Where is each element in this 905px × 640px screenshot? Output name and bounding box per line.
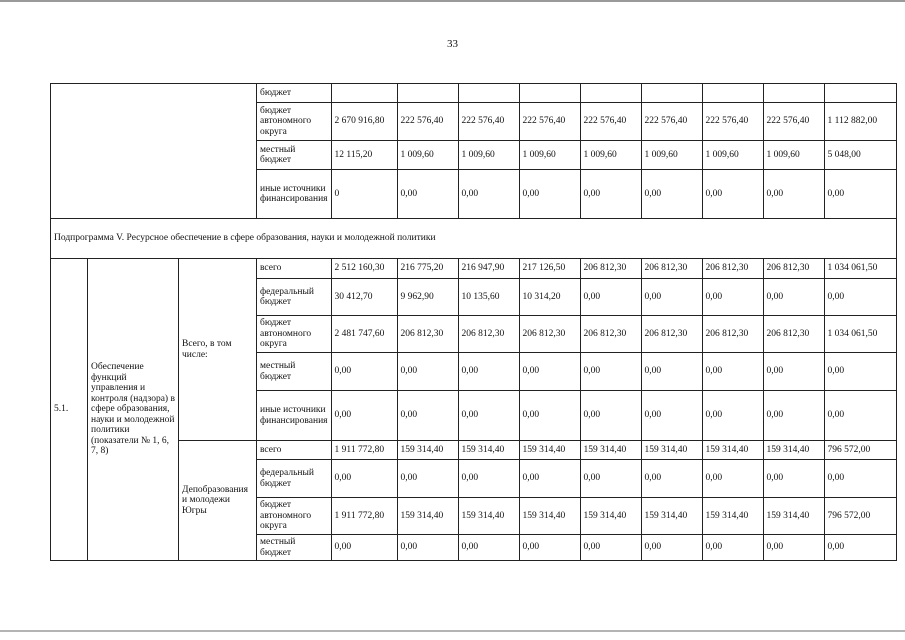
value-cell: 9 962,90: [397, 279, 458, 316]
value-cell: 0,00: [458, 353, 519, 391]
source-cell: бюджет: [257, 84, 332, 103]
value-cell: 0,00: [641, 391, 702, 441]
value-cell: 0,00: [519, 460, 580, 498]
value-cell: 159 314,40: [519, 441, 580, 460]
value-cell: [331, 84, 397, 103]
value-cell: 1 009,60: [519, 141, 580, 170]
value-cell: 2 512 160,30: [331, 259, 397, 279]
value-cell: 2 670 916,80: [331, 103, 397, 141]
value-cell: 216 775,20: [397, 259, 458, 279]
value-cell: 0,00: [702, 460, 763, 498]
subprogram-title: Подпрограмма V. Ресурсное обеспечение в сфере образования, науки и молодежной политики: [51, 219, 897, 259]
source-cell: бюджет автономного округа: [257, 498, 332, 535]
value-cell: 1 911 772,80: [331, 498, 397, 535]
value-cell: 0,00: [763, 279, 824, 316]
table-row: [51, 259, 897, 279]
responsible-cell: Всего, в том числе:: [179, 259, 257, 441]
value-cell: 159 314,40: [397, 498, 458, 535]
source-cell: местный бюджет: [257, 141, 332, 170]
value-cell: 222 576,40: [458, 103, 519, 141]
value-cell: 0,00: [331, 391, 397, 441]
value-cell: 5 048,00: [824, 141, 896, 170]
source-cell: всего: [257, 441, 332, 460]
value-cell: 0,00: [702, 353, 763, 391]
continued-empty-cell: [51, 84, 257, 219]
value-cell: 0,00: [331, 353, 397, 391]
value-cell: 0,00: [580, 460, 641, 498]
value-cell: 0,00: [641, 279, 702, 316]
source-cell: федеральный бюджет: [257, 279, 332, 316]
value-cell: 0,00: [331, 460, 397, 498]
value-cell: 222 576,40: [580, 103, 641, 141]
value-cell: 159 314,40: [580, 498, 641, 535]
value-cell: 206 812,30: [580, 316, 641, 353]
value-cell: 206 812,30: [397, 316, 458, 353]
value-cell: 0,00: [702, 391, 763, 441]
value-cell: 159 314,40: [519, 498, 580, 535]
value-cell: 206 812,30: [641, 316, 702, 353]
responsible-cell: Депобразования и молодежи Югры: [179, 441, 257, 561]
value-cell: [580, 84, 641, 103]
value-cell: 216 947,90: [458, 259, 519, 279]
value-cell: 222 576,40: [397, 103, 458, 141]
value-cell: 0,00: [580, 353, 641, 391]
table-row: [51, 84, 897, 103]
budget-table: [50, 83, 897, 561]
source-cell: иные источники финансирования: [257, 391, 332, 441]
value-cell: 0,00: [458, 535, 519, 561]
value-cell: 0,00: [458, 460, 519, 498]
value-cell: 0,00: [763, 170, 824, 219]
value-cell: 0,00: [519, 353, 580, 391]
source-cell: всего: [257, 259, 332, 279]
value-cell: 159 314,40: [580, 441, 641, 460]
value-cell: 0,00: [824, 353, 896, 391]
value-cell: 159 314,40: [763, 498, 824, 535]
value-cell: 1 009,60: [580, 141, 641, 170]
value-cell: 1 009,60: [641, 141, 702, 170]
value-cell: [641, 84, 702, 103]
value-cell: 0,00: [824, 460, 896, 498]
item-code: 5.1.: [51, 259, 88, 561]
value-cell: 159 314,40: [702, 498, 763, 535]
value-cell: 0,00: [397, 353, 458, 391]
value-cell: 0,00: [519, 391, 580, 441]
value-cell: [824, 84, 896, 103]
value-cell: 0,00: [331, 535, 397, 561]
value-cell: 0,00: [519, 170, 580, 219]
source-cell: местный бюджет: [257, 535, 332, 561]
value-cell: 0,00: [397, 535, 458, 561]
scan-edge-top: [0, 0, 905, 2]
value-cell: 0,00: [397, 460, 458, 498]
value-cell: 2 481 747,60: [331, 316, 397, 353]
value-cell: 206 812,30: [641, 259, 702, 279]
value-cell: 0,00: [824, 535, 896, 561]
page-number: 33: [447, 38, 458, 50]
value-cell: 0,00: [702, 170, 763, 219]
value-cell: 0,00: [580, 170, 641, 219]
value-cell: 1 009,60: [397, 141, 458, 170]
value-cell: 0,00: [641, 460, 702, 498]
value-cell: 0,00: [702, 279, 763, 316]
source-cell: федеральный бюджет: [257, 460, 332, 498]
source-cell: иные источники финансирования: [257, 170, 332, 219]
value-cell: 30 412,70: [331, 279, 397, 316]
value-cell: 1 009,60: [763, 141, 824, 170]
value-cell: 0,00: [763, 460, 824, 498]
value-cell: 1 009,60: [702, 141, 763, 170]
value-cell: 796 572,00: [824, 441, 896, 460]
value-cell: 159 314,40: [702, 441, 763, 460]
value-cell: 0,00: [824, 391, 896, 441]
subprogram-row: [51, 219, 897, 259]
value-cell: 159 314,40: [641, 441, 702, 460]
source-cell: бюджет автономного округа: [257, 103, 332, 141]
value-cell: 206 812,30: [458, 316, 519, 353]
value-cell: 206 812,30: [580, 259, 641, 279]
value-cell: 0,00: [763, 535, 824, 561]
value-cell: 0,00: [824, 170, 896, 219]
source-cell: местный бюджет: [257, 353, 332, 391]
value-cell: 0,00: [397, 170, 458, 219]
scan-edge-bottom: [0, 630, 905, 632]
value-cell: [763, 84, 824, 103]
value-cell: 206 812,30: [763, 259, 824, 279]
value-cell: 1 112 882,00: [824, 103, 896, 141]
value-cell: [702, 84, 763, 103]
source-cell: бюджет автономного округа: [257, 316, 332, 353]
value-cell: [397, 84, 458, 103]
value-cell: 10 314,20: [519, 279, 580, 316]
value-cell: [458, 84, 519, 103]
value-cell: 0,00: [397, 391, 458, 441]
value-cell: 159 314,40: [641, 498, 702, 535]
value-cell: 0,00: [763, 353, 824, 391]
value-cell: 159 314,40: [763, 441, 824, 460]
value-cell: 0,00: [641, 353, 702, 391]
value-cell: 159 314,40: [458, 441, 519, 460]
value-cell: 0,00: [458, 391, 519, 441]
value-cell: 0,00: [519, 535, 580, 561]
value-cell: 1 911 772,80: [331, 441, 397, 460]
value-cell: 0,00: [580, 279, 641, 316]
value-cell: 1 034 061,50: [824, 316, 896, 353]
value-cell: 206 812,30: [519, 316, 580, 353]
value-cell: 222 576,40: [763, 103, 824, 141]
value-cell: 159 314,40: [458, 498, 519, 535]
value-cell: 0: [331, 170, 397, 219]
value-cell: 206 812,30: [702, 259, 763, 279]
item-name: Обеспечение функций управления и контроля (надзора) в сфере образования, науки и молодежной политики (показатели № 1, 6, 7, 8): [88, 259, 179, 561]
value-cell: 206 812,30: [702, 316, 763, 353]
value-cell: 206 812,30: [763, 316, 824, 353]
value-cell: 0,00: [458, 170, 519, 219]
value-cell: 10 135,60: [458, 279, 519, 316]
value-cell: 222 576,40: [702, 103, 763, 141]
value-cell: [519, 84, 580, 103]
value-cell: 222 576,40: [641, 103, 702, 141]
value-cell: 0,00: [580, 535, 641, 561]
value-cell: 222 576,40: [519, 103, 580, 141]
value-cell: 159 314,40: [397, 441, 458, 460]
value-cell: 12 115,20: [331, 141, 397, 170]
value-cell: 0,00: [702, 535, 763, 561]
value-cell: 217 126,50: [519, 259, 580, 279]
value-cell: 1 009,60: [458, 141, 519, 170]
value-cell: 0,00: [580, 391, 641, 441]
value-cell: 796 572,00: [824, 498, 896, 535]
value-cell: 0,00: [824, 279, 896, 316]
value-cell: 0,00: [641, 170, 702, 219]
value-cell: 0,00: [763, 391, 824, 441]
value-cell: 0,00: [641, 535, 702, 561]
value-cell: 1 034 061,50: [824, 259, 896, 279]
